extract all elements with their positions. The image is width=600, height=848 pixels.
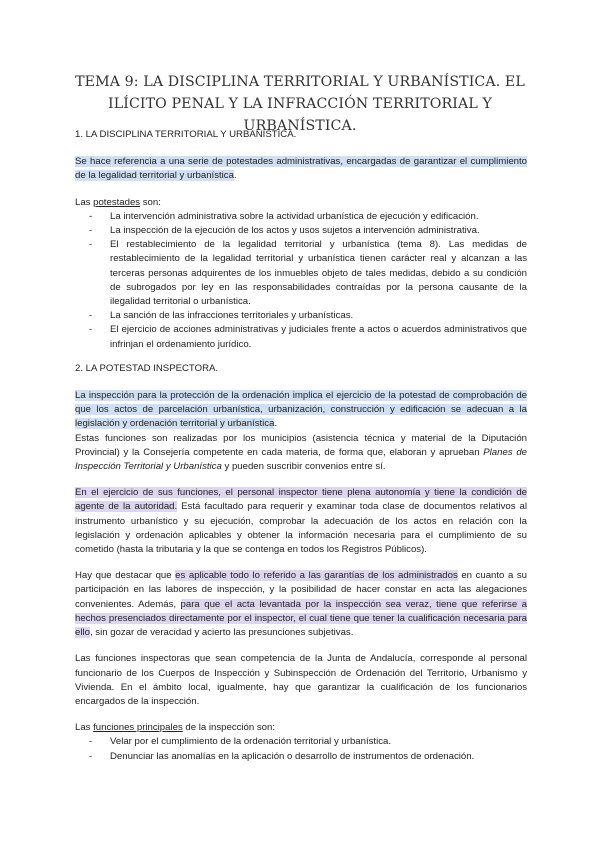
section-1-heading: 1. LA DISCIPLINA TERRITORIAL Y URBANÍSTICA.: [75, 129, 297, 140]
list-intro-pre: Las: [75, 722, 94, 734]
guarantees-paragraph: [75, 569, 527, 640]
document-title: TEMA 9: LA DISCIPLINA TERRITORIAL Y URBANÍSTICA. EL ILÍCITO PENAL Y LA INFRACCIÓN TERRITORIAL Y URBANÍSTICA.: [75, 74, 525, 134]
junta-andalucia-paragraph: Las funciones inspectoras que sean competencia de la Junta de Andalucía, corresponde al personal funcionario de los Cuerpos de Inspección y Subinspección de Ordenación del Territorio, Urbanismo y Vivienda. En el ámbito local, igualmente, hay que garantizar la cualificación de los funcionarios encargados de la inspección.: [75, 653, 527, 707]
highlighted-text: En el ejercicio de sus funciones, el personal inspector tiene plena autonomía y tiene la condición de agente de la autoridad.: [75, 487, 527, 513]
list-item: - La inspección de la ejecución de los actos y usos sujetos a intervención administrativa.: [75, 224, 527, 238]
paragraph-end: .: [274, 418, 278, 430]
list-item: - Denunciar las anomalías en la aplicación o desarrollo de instrumentos de ordenación.: [75, 750, 527, 764]
highlighted-text: Se hace referencia a una serie de potestades administrativas, encargadas de garantizar el cumplimiento de la legalidad territorial y urbanística: [75, 156, 527, 182]
paragraph-text: , sin gozar de veracidad y acierto las presunciones subjetivas.: [89, 627, 354, 639]
italic-title: Planes de Inspección Territorial y Urbanística: [75, 446, 528, 473]
functions-intro: [75, 721, 527, 735]
list-item: - La sanción de las infracciones territoriales y urbanísticas.: [75, 309, 527, 323]
paragraph-text: en cuanto a su participación en las labores de inspección, y la posibilidad de hacer constar en acta las alegaciones convenientes. Además,: [75, 570, 527, 610]
highlighted-text: La inspección para la protección de la ordenación implica el ejercicio de la potestad de comprobación de que los actos de parcelación urbanística, urbanización, construcción y edificación se adecuan a la legislación y ordenación territorial y urbanística: [75, 390, 527, 430]
potestades-intro: [75, 196, 527, 210]
document-body: [75, 128, 527, 774]
section-1-intro: [75, 155, 527, 183]
paragraph-end: y pueden suscribir convenios entre sí.: [221, 461, 386, 473]
list-item: - Velar por el cumplimiento de la ordenación territorial y urbanística.: [75, 735, 527, 749]
underlined-term: funciones principales: [93, 722, 183, 734]
intro-end: .: [233, 170, 237, 182]
highlighted-text: para que el acta levantada por la inspección sea veraz, tiene que referirse a hechos presenciados directamente por el inspector, el cual tiene que tener la cualificación necesaria para ello: [75, 598, 527, 639]
functions-list: [75, 735, 527, 763]
list-item: - El ejercicio de acciones administrativas y judiciales frente a actos o acuerdos administrativos que infrinjan el ordenamiento jurídico.: [75, 323, 527, 351]
list-item: - La intervención administrativa sobre la actividad urbanística de ejecución y edificación.: [75, 210, 527, 224]
highlighted-text: es aplicable todo lo referido a las garantías de los administrados: [175, 570, 458, 582]
paragraph-text: Estas funciones son realizadas por los municipios (asistencia técnica y material de la Diputación Provincial) y la Consejería competente en cada materia, de forma que, elaboran y aprueban: [75, 432, 527, 458]
inspector-autonomy-paragraph: [75, 486, 527, 557]
paragraph-text: Hay que destacar que: [75, 570, 176, 582]
list-intro-pre: Las: [75, 196, 94, 208]
paragraph-text: Está facultado para requerir y examinar toda clase de documentos relativos al instrumento urbanístico y su ejecución, comprobar la adecuación de los actos en relación con la legislación y ordenación aplicables y obtener la información necesaria para el cumplimiento de su cometido (hasta la tributaria y la que se contenga en todos los Registros Públicos).: [75, 501, 527, 556]
list-intro-post: de la inspección son:: [182, 722, 276, 734]
list-item: - El restablecimiento de la legalidad territorial y urbanística (tema 8). Las medidas de restablecimiento de la legalidad territorial y urbanística tienen carácter real y alcanzan a las terceras personas adquirentes de los inmuebles objeto de tales medidas, debido a su condición de subrogados por ley en las responsabilidades contraídas por la persona causante de la ilegalidad territorial o urbanística.: [75, 238, 527, 309]
underlined-term: potestades: [93, 196, 141, 208]
inspection-definition: [75, 389, 527, 432]
section-2-heading: 2. LA POTESTAD INSPECTORA.: [75, 362, 219, 374]
list-intro-post: son:: [140, 196, 161, 208]
inspection-functions-paragraph: [75, 432, 527, 475]
potestades-list: [75, 210, 527, 352]
